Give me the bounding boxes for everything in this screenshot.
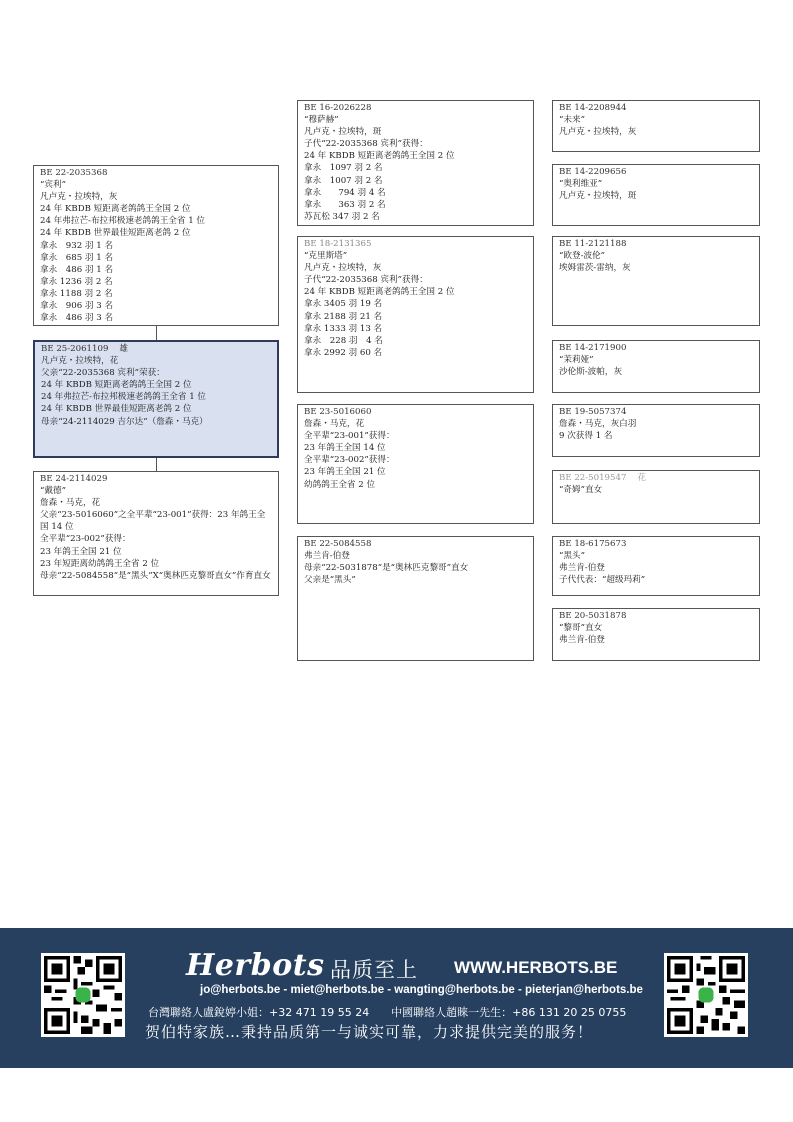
- subject-pigeon-card: [33, 340, 279, 458]
- pigeon-name: “穆萨赫”: [304, 115, 339, 126]
- qr-code-left[interactable]: [41, 953, 125, 1037]
- info-line: 24 年 KBDB 世界最佳短距离老鸽 2 位: [41, 404, 192, 415]
- pigeon-name: “奥利维亚”: [559, 179, 603, 190]
- ring-number: BE 22-2035368: [40, 168, 108, 178]
- pigeon-name: “奇姆”直女: [559, 485, 603, 496]
- dam-card: [33, 471, 279, 596]
- sire-sire-card: [297, 100, 534, 226]
- info-line: 母亲“22-5084558”是“黑头”X“奥林匹克黎哥直女”作育直女: [40, 570, 271, 581]
- info-line: 弗兰肯-伯登: [559, 635, 605, 646]
- family-motto: 贺伯特家族…秉持品质第一与诚实可靠，力求提供完美的服务！: [145, 1023, 594, 1041]
- connector-subject-dam: [156, 458, 157, 471]
- dam-dam-card: [297, 536, 534, 661]
- info-line: 23 年鸽王全国 21 位: [304, 467, 386, 478]
- sds-card: [552, 236, 760, 326]
- info-line: 23 年短距离幼鸽鸽王全省 2 位: [40, 558, 160, 569]
- ring-number: BE 20-5031878: [559, 611, 627, 621]
- info-line: 父亲“23-5016060”之全平辈“23-001”获得：23 年鸽王全国 14 位: [40, 510, 266, 533]
- ring-number: BE 16-2026228: [304, 103, 372, 113]
- result-line: 拿永 363 羽 2 名: [304, 199, 386, 210]
- dsd-card: [552, 470, 760, 524]
- result-line: 拿永 2992 羽 60 名: [304, 347, 383, 358]
- info-line: 24 年 KBDB 短距离老鸽鸽王全国 2 位: [40, 204, 191, 215]
- ring-number: BE 18-2131365: [304, 239, 372, 249]
- info-line: 凡卢克・拉埃特，灰: [40, 192, 118, 203]
- info-line: 父亲是“黑头”: [304, 575, 356, 586]
- result-line: 拿永 1236 羽 2 名: [40, 276, 113, 287]
- ring-number: BE 14-2171900: [559, 343, 627, 353]
- sire-dam-card: [297, 236, 534, 393]
- qr-code-right[interactable]: [664, 953, 748, 1037]
- info-line: 24 年 KBDB 短距离老鸽鸽王全国 2 位: [304, 287, 455, 298]
- result-line: 拿永 486 羽 3 名: [40, 313, 114, 324]
- result-line: 苏瓦松 347 羽 2 名: [304, 211, 380, 222]
- info-line: 父亲“22-2035368 宾利”荣获：: [41, 368, 165, 379]
- brand-logo: Herbots: [186, 948, 325, 983]
- ring-number: BE 18-6175673: [559, 539, 627, 549]
- result-line: 拿永 932 羽 1 名: [40, 240, 114, 251]
- footer-banner: [0, 928, 793, 1068]
- ring-number: BE 14-2209656: [559, 167, 627, 177]
- info-line: 24 年 KBDB 世界最佳短距离老鸽 2 位: [40, 228, 191, 239]
- website-link[interactable]: WWW.HERBOTS.BE: [454, 958, 618, 977]
- ring-number: BE 14-2208944: [559, 103, 627, 113]
- result-line: 拿永 228 羽 4 名: [304, 335, 383, 346]
- info-line: 詹森・马克，花: [304, 419, 365, 430]
- sex-label: 花: [637, 473, 646, 483]
- pigeon-name: “克里斯塔”: [304, 251, 348, 262]
- sire-card: [33, 165, 279, 326]
- result-line: 拿永 2188 羽 21 名: [304, 311, 383, 322]
- brand-slogan: 品质至上: [330, 958, 418, 982]
- info-line: 凡卢克・拉埃特，花: [41, 356, 119, 367]
- result-line: 拿永 1007 羽 2 名: [304, 175, 383, 186]
- sss-card: [552, 100, 760, 152]
- result-line: 拿永 1097 羽 2 名: [304, 163, 383, 174]
- info-line: 9 次获得 1 名: [559, 431, 613, 442]
- info-line: 凡卢克・拉埃特，灰: [304, 263, 382, 274]
- info-line: 母亲“22-5031878”是“奥林匹克黎哥”直女: [304, 563, 469, 574]
- connector-sire-subject: [156, 326, 157, 340]
- result-line: 拿永 1333 羽 13 名: [304, 323, 383, 334]
- ddd-card: [552, 608, 760, 661]
- info-line: 24 年 KBDB 短距离老鸽鸽王全国 2 位: [41, 380, 192, 391]
- ring-number: BE 22-5019547: [559, 473, 627, 483]
- result-line: 拿永 3405 羽 19 名: [304, 299, 383, 310]
- sdd-card: [552, 340, 760, 393]
- info-line: 全平辈“23-001”获得：: [304, 431, 395, 442]
- result-line: 拿永 1188 羽 2 名: [40, 288, 113, 299]
- pigeon-name: “茉莉娅”: [559, 355, 594, 366]
- phone-contacts: 台灣聯絡人盧銳婷小姐：+32 471 19 55 24 中國聯絡人趙睞一先生：+86 131 20 25 0755: [148, 1006, 627, 1019]
- info-line: 24 年弗拉芒-布拉邦极速老鸽鸽王全省 1 位: [41, 392, 207, 403]
- info-line: 詹森・马克，灰白羽: [559, 419, 637, 430]
- info-line: 凡卢克・拉埃特，斑: [304, 127, 382, 138]
- sex-label: 雄: [119, 344, 128, 354]
- pigeon-name: “戴德”: [40, 486, 66, 497]
- info-line: 詹森・马克，花: [40, 498, 101, 509]
- info-line: 24 年 KBDB 短距离老鸽鸽王全国 2 位: [304, 151, 455, 162]
- ssd-card: [552, 164, 760, 226]
- info-line: 子代“22-2035368 宾利”获得：: [304, 275, 428, 286]
- pigeon-name: “黎哥”直女: [559, 623, 603, 634]
- info-line: 凡卢克・拉埃特，灰: [559, 127, 637, 138]
- ring-number: BE 11-2121188: [559, 239, 627, 249]
- info-line: 弗兰肯-伯登: [304, 551, 350, 562]
- info-line: 埃姆雷茨-雷纳，灰: [559, 263, 631, 274]
- result-line: 拿永 794 羽 4 名: [304, 187, 386, 198]
- pigeon-name: “黑头”: [559, 551, 585, 562]
- pigeon-name: “未来”: [559, 115, 585, 126]
- info-line: 24 年弗拉芒-布拉邦极速老鸽鸽王全省 1 位: [40, 216, 206, 227]
- result-line: 拿永 685 羽 1 名: [40, 252, 114, 263]
- dds-card: [552, 536, 760, 596]
- info-line: 子代代表：“超级玛莉”: [559, 575, 646, 586]
- info-line: 23 年鸽王全国 14 位: [304, 443, 386, 454]
- ring-number: BE 19-5057374: [559, 407, 627, 417]
- ring-number: BE 23-5016060: [304, 407, 372, 417]
- dss-card: [552, 404, 760, 457]
- pigeon-name: “宾利”: [40, 180, 66, 191]
- info-line: 23 年鸽王全国 21 位: [40, 546, 122, 557]
- info-line: 弗兰肯-伯登: [559, 563, 605, 574]
- info-line: 幼鸽鸽王全省 2 位: [304, 479, 376, 490]
- result-line: 拿永 486 羽 1 名: [40, 264, 114, 275]
- ring-number: BE 25-2061109: [41, 344, 109, 354]
- info-line: 全平辈“23-002”获得：: [40, 534, 131, 545]
- info-line: 沙伦斯-波帕，灰: [559, 367, 623, 378]
- ring-number: BE 24-2114029: [40, 474, 108, 484]
- email-contacts[interactable]: jo@herbots.be - miet@herbots.be - wangting@herbots.be - pieterjan@herbots.be: [200, 984, 643, 996]
- result-line: 拿永 906 羽 3 名: [40, 301, 114, 312]
- ring-number: BE 22-5084558: [304, 539, 372, 549]
- info-line: 子代“22-2035368 宾利”获得：: [304, 139, 428, 150]
- info-line: 全平辈“23-002”获得：: [304, 455, 395, 466]
- dam-sire-card: [297, 404, 534, 524]
- info-line: 母亲“24-2114029 吉尔达”（詹森・马克）: [41, 416, 208, 427]
- info-line: 凡卢克・拉埃特，斑: [559, 191, 637, 202]
- pigeon-name: “欧登-波伦”: [559, 251, 606, 262]
